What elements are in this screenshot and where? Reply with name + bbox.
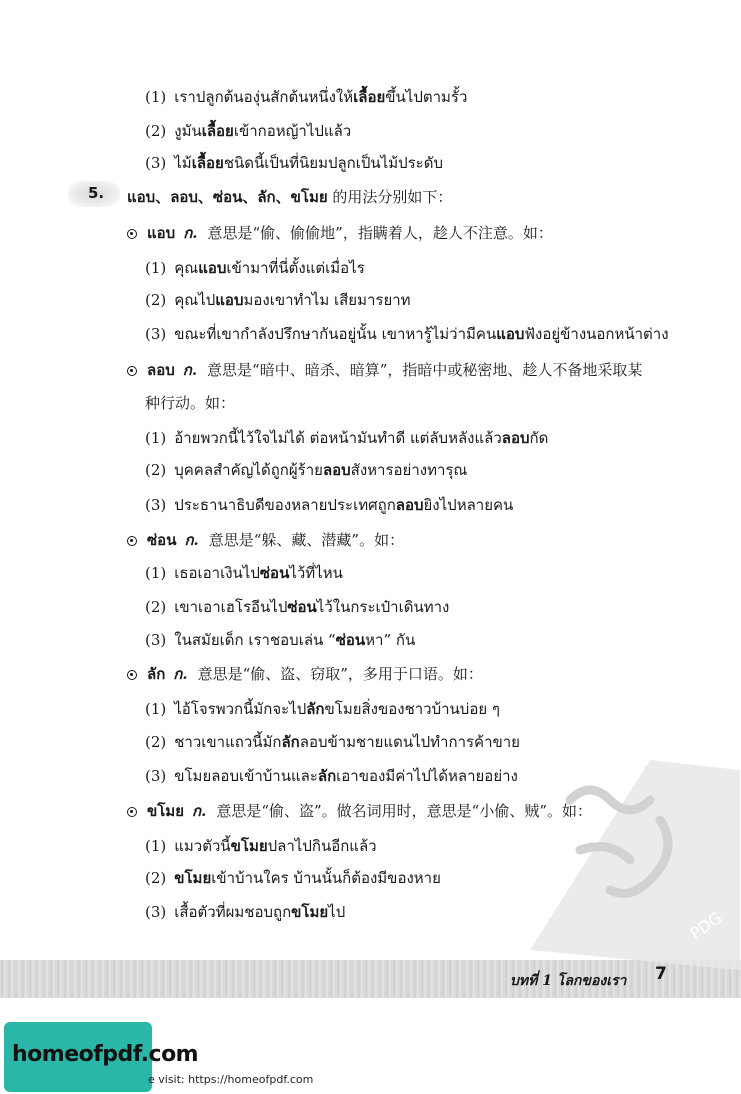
example-text: เสื้อตัวที่ผมชอบถูก bbox=[174, 903, 292, 921]
example-number: (2) bbox=[145, 869, 167, 887]
example-number: (3) bbox=[145, 903, 167, 921]
example-text-rest: ลอบข้ามชายแดนไปทำการค้าขาย bbox=[299, 733, 520, 751]
entry-4-example-2 bbox=[145, 732, 520, 752]
example-keyword: เลื้อย bbox=[353, 88, 386, 106]
entry-3-example-3 bbox=[145, 630, 415, 650]
example-number: (1) bbox=[145, 259, 167, 277]
part-of-speech: ก. bbox=[184, 531, 199, 549]
example-text-rest: เอาของมีค่าไปได้หลายอย่าง bbox=[336, 767, 518, 785]
part-of-speech: ก. bbox=[192, 802, 207, 820]
entry-description: 意思是“暗中、暗杀、暗算”，指暗中或秘密地、趁人不备地采取某 bbox=[207, 361, 643, 379]
example-text: คุณไป bbox=[174, 291, 216, 309]
example-keyword: ขโมย bbox=[174, 869, 212, 887]
example-text: เราปลูกต้นองุ่นสักต้นหนึ่งให้ bbox=[174, 88, 354, 106]
example-number: (2) bbox=[145, 733, 167, 751]
section-5-title-rest: 的用法分别如下： bbox=[327, 188, 453, 206]
example-number: (3) bbox=[145, 154, 167, 172]
stamp-text: PDG bbox=[686, 907, 726, 944]
example-text: ไอ้โจรพวกนี้มักจะไป bbox=[174, 700, 307, 718]
entry-2-example-2 bbox=[145, 460, 467, 480]
section-5-heading bbox=[127, 187, 452, 207]
example-keyword: ลอบ bbox=[395, 496, 424, 514]
entry-3-example-1 bbox=[145, 563, 343, 583]
example-text: ไม้ bbox=[174, 154, 192, 172]
example-text-rest: ฟังอยู่ข้างนอกหน้าต่าง bbox=[524, 325, 669, 343]
example-text: เธอเอาเงินไป bbox=[174, 564, 260, 582]
entry-description-cont-2 bbox=[145, 393, 235, 413]
example-text: บุคคลสำคัญได้ถูกผู้ร้าย bbox=[174, 461, 323, 479]
entry-description-cont: 种行动。如： bbox=[145, 394, 236, 412]
example-keyword: เลื้อย bbox=[191, 154, 224, 172]
entry-2-example-3 bbox=[145, 495, 513, 515]
entry-word: ขโมย bbox=[147, 802, 184, 820]
example-text: แมวตัวนี้ bbox=[174, 837, 231, 855]
example-text-rest: เข้ามาที่นี่ตั้งแต่เมื่อไร bbox=[226, 259, 365, 277]
example-text: งูมัน bbox=[174, 122, 202, 140]
entry-description: 意思是“偷、偷偷地”，指瞒着人，趁人不注意。如： bbox=[207, 224, 553, 242]
example-text: ในสมัยเด็ก เราชอบเล่น “ bbox=[174, 631, 336, 649]
example-text-rest: เข้ากอหญ้าไปแล้ว bbox=[233, 122, 352, 140]
example-text-rest: กัด bbox=[529, 429, 549, 447]
entry-heading-3 bbox=[127, 530, 404, 550]
example-text: เขาเอาเฮโรอีนไป bbox=[174, 598, 288, 616]
site-logo[interactable]: homeofpdf.com bbox=[4, 1022, 152, 1092]
example-number: (2) bbox=[145, 291, 167, 309]
example-keyword: ลัก bbox=[281, 733, 300, 751]
example-text-rest: ไป bbox=[328, 903, 346, 921]
part-of-speech: ก. bbox=[183, 224, 198, 242]
entry-heading-2 bbox=[127, 360, 642, 380]
example-number: (3) bbox=[145, 631, 167, 649]
entry-word: ลัก bbox=[147, 665, 166, 683]
example-text-rest: ปลาไปกินอีกแล้ว bbox=[267, 837, 377, 855]
bullet-icon bbox=[127, 807, 137, 817]
example-text: อ้ายพวกนี้ไว้ใจไม่ได้ ต่อหน้ามันทำดี แต่ลับหลังแล้ว bbox=[174, 429, 502, 447]
bullet-icon bbox=[127, 536, 137, 546]
entry-word: ซ่อน bbox=[147, 531, 177, 549]
section-number-badge: 5. bbox=[68, 181, 120, 207]
entry-word: แอบ bbox=[147, 224, 176, 242]
page-number: 7 bbox=[655, 964, 667, 984]
example-number: (1) bbox=[145, 837, 167, 855]
example-keyword: ซ่อน bbox=[287, 598, 317, 616]
part-of-speech: ก. bbox=[182, 361, 198, 379]
example-text: ขณะที่เขากำลังปรึกษากันอยู่นั้น เขาหารู้ไม่ว่ามีคน bbox=[174, 325, 497, 343]
example-keyword: ลอบ bbox=[322, 461, 351, 479]
example-keyword: ลัก bbox=[317, 767, 337, 785]
entry-1-example-3 bbox=[145, 324, 669, 344]
bullet-icon bbox=[127, 229, 137, 239]
example-keyword: ซ่อน bbox=[335, 631, 366, 649]
entry-5-example-2 bbox=[145, 868, 441, 888]
example-number: (3) bbox=[145, 767, 167, 785]
example-text-rest: ขโมยสิ่งของชาวบ้านบ่อย ๆ bbox=[324, 700, 500, 718]
item4-example-1 bbox=[145, 87, 467, 107]
entry-1-example-1 bbox=[145, 258, 365, 278]
entry-2-example-1 bbox=[145, 428, 548, 448]
example-number: (1) bbox=[145, 429, 167, 447]
example-number: (1) bbox=[145, 700, 167, 718]
example-keyword: ลอบ bbox=[501, 429, 530, 447]
item4-example-2 bbox=[145, 121, 351, 141]
example-keyword: แอบ bbox=[496, 325, 525, 343]
entry-word: ลอบ bbox=[147, 361, 175, 379]
entry-heading-1 bbox=[127, 223, 553, 243]
bullet-icon bbox=[127, 670, 137, 680]
example-keyword: แอบ bbox=[198, 259, 227, 277]
example-keyword: ลัก bbox=[306, 700, 325, 718]
stamp-watermark bbox=[510, 740, 740, 970]
example-text-rest: มองเขาทำไม เสียมารยาท bbox=[243, 291, 411, 309]
example-text: คุณ bbox=[174, 259, 199, 277]
entry-description: 意思是“偷、盗、窃取”，多用于口语。如： bbox=[197, 665, 483, 683]
example-text: ขโมยลอบเข้าบ้านและ bbox=[174, 767, 318, 785]
example-text-rest: ชนิดนี้เป็นที่นิยมปลูกเป็นไม้ประดับ bbox=[223, 154, 443, 172]
example-number: (2) bbox=[145, 461, 167, 479]
example-text: ชาวเขาแถวนี้มัก bbox=[174, 733, 282, 751]
section-5-title: แอบ、ลอบ、ซ่อน、ลัก、ขโมย bbox=[127, 188, 328, 206]
example-number: (3) bbox=[145, 325, 167, 343]
example-keyword: ซ่อน bbox=[259, 564, 290, 582]
example-keyword: เลื้อย bbox=[201, 122, 234, 140]
entry-4-example-1 bbox=[145, 699, 500, 719]
entry-4-example-3 bbox=[145, 766, 518, 786]
entry-1-example-2 bbox=[145, 290, 411, 310]
entry-description: 意思是“偷、盗”。做名词用时，意思是“小偷、贼”。如： bbox=[216, 802, 592, 820]
example-text: ประธานาธิบดีของหลายประเทศถูก bbox=[174, 496, 396, 514]
entry-3-example-2 bbox=[145, 597, 449, 617]
example-number: (2) bbox=[145, 598, 167, 616]
example-text-rest: เข้าบ้านใคร บ้านนั้นก็ต้องมีของหาย bbox=[211, 869, 441, 887]
example-number: (3) bbox=[145, 496, 167, 514]
example-keyword: แอบ bbox=[215, 291, 244, 309]
entry-5-example-3 bbox=[145, 902, 345, 922]
footer-chapter: บทที่ 1 โลกของเรา bbox=[510, 973, 627, 989]
example-keyword: ขโมย bbox=[291, 903, 329, 921]
example-text-rest: ไว้ที่ไหน bbox=[289, 564, 343, 582]
example-text-rest: หา” กัน bbox=[365, 631, 416, 649]
example-text-rest: ไว้ในกระเป๋าเดินทาง bbox=[316, 598, 450, 616]
example-number: (1) bbox=[145, 564, 167, 582]
site-visit-link[interactable]: e visit: https://homeofpdf.com bbox=[148, 1073, 314, 1086]
example-keyword: ขโมย bbox=[230, 837, 268, 855]
bullet-icon bbox=[127, 366, 137, 376]
example-text-rest: สังหารอย่างทารุณ bbox=[350, 461, 468, 479]
example-number: (2) bbox=[145, 122, 167, 140]
item4-example-3 bbox=[145, 153, 443, 173]
entry-description: 意思是“躲、藏、潜藏”。如： bbox=[208, 531, 405, 549]
example-text-rest: ขึ้นไปตามรั้ว bbox=[385, 88, 468, 106]
entry-heading-4 bbox=[127, 664, 483, 684]
part-of-speech: ก. bbox=[173, 665, 188, 683]
example-text-rest: ยิงไปหลายคน bbox=[423, 496, 514, 514]
example-number: (1) bbox=[145, 88, 167, 106]
entry-5-example-1 bbox=[145, 836, 377, 856]
